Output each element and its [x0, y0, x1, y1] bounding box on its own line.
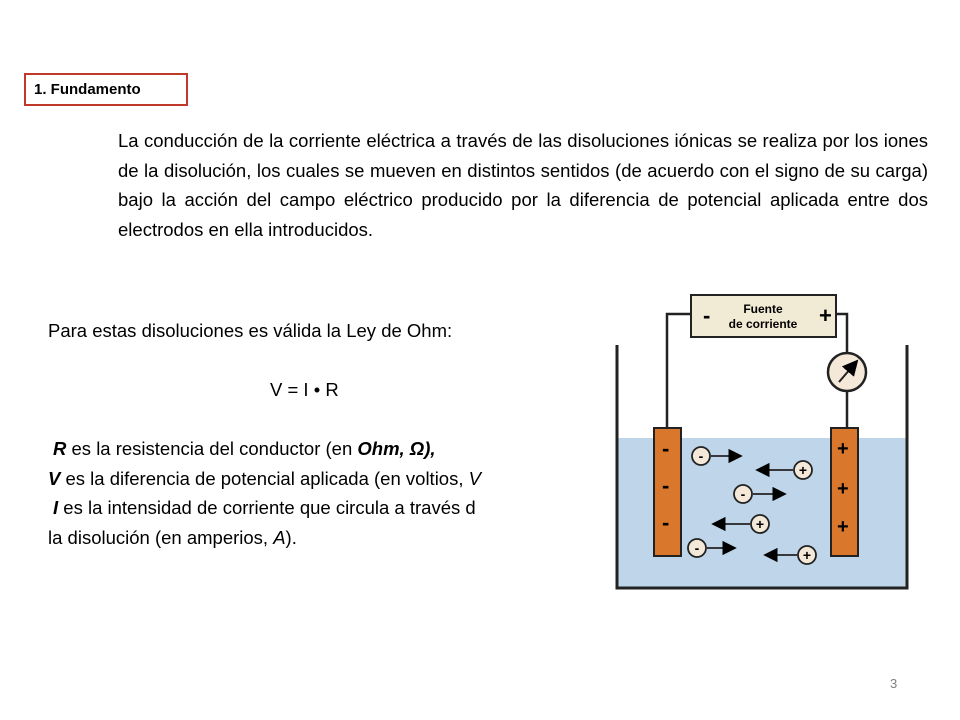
svg-text:-: - [694, 540, 700, 556]
var-r: R [53, 438, 67, 459]
source-plus: + [819, 303, 832, 328]
ohm-law-block [48, 316, 593, 434]
svg-text:-: - [662, 473, 670, 498]
def-i-text: es la intensidad de corriente que circula a través d [58, 497, 476, 518]
electrolysis-diagram [605, 283, 928, 593]
ohm-definitions [48, 434, 566, 552]
def-v [48, 464, 566, 494]
def-i-text2: la disolución (en amperios, [48, 526, 274, 548]
var-v: V [48, 467, 61, 489]
def-i-cont [48, 523, 566, 553]
spacer [48, 405, 593, 435]
svg-text:+: + [802, 547, 812, 563]
def-i-end: ). [285, 526, 297, 548]
svg-text:-: - [740, 486, 746, 502]
spacer [48, 346, 593, 376]
source-minus: - [703, 303, 711, 328]
source-label-2: de corriente [728, 317, 798, 331]
def-v-text: es la diferencia de potencial aplicada (en voltios, [60, 467, 469, 489]
section-title: 1. Fundamento [24, 73, 188, 106]
var-i: I [53, 497, 59, 518]
intro-paragraph: La conducción de la corriente eléctrica a través de las disoluciones iónicas se realiza por los iones de la disolución, los cuales se mueven en distintos sentidos (de acuerdo con el signo de su carga) bajo la acción del campo eléctrico producido por la diferencia de potencial aplicada entre dos electrodos en ella introducidos. [118, 130, 928, 240]
svg-text:+: + [755, 516, 765, 532]
unit-i: A [273, 526, 286, 548]
svg-text:-: - [662, 510, 670, 535]
def-i [48, 493, 566, 523]
svg-text:+: + [798, 462, 808, 478]
source-label-1: Fuente [743, 302, 783, 316]
unit-r: Ohm, Ω), [357, 438, 436, 459]
svg-text:-: - [698, 448, 704, 464]
def-r [48, 434, 566, 464]
svg-text:+: + [837, 516, 849, 538]
wire-right [836, 314, 847, 353]
ohm-heading: Para estas disoluciones es válida la Ley de Ohm: [48, 320, 453, 341]
def-r-text: es la resistencia del conductor (en [66, 438, 358, 459]
svg-text:-: - [662, 436, 670, 461]
svg-text:+: + [837, 438, 849, 460]
unit-v: V [468, 467, 481, 489]
ohm-formula: V = I • R [270, 379, 339, 400]
svg-text:+: + [837, 478, 849, 500]
wire-left [667, 314, 691, 428]
page-number: 3 [890, 676, 898, 691]
